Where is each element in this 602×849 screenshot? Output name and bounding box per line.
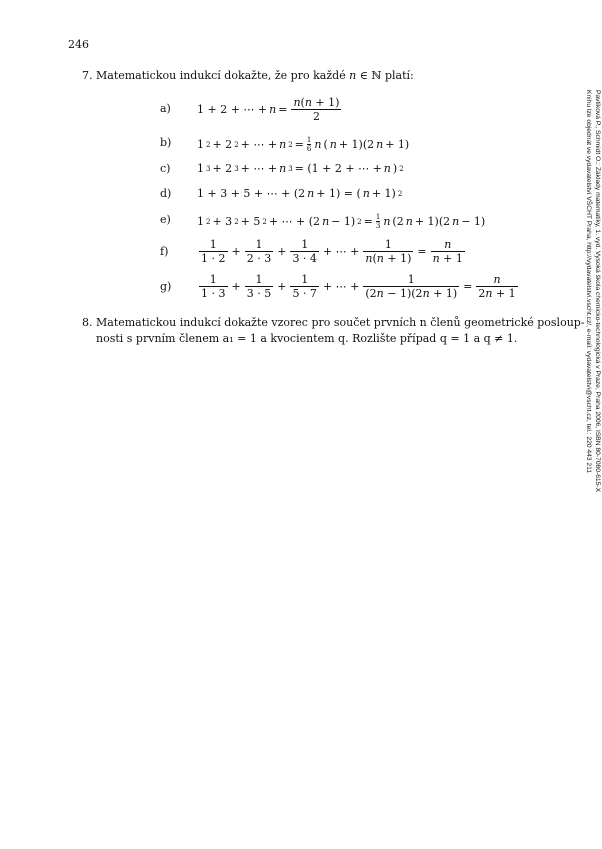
- side-note-line-2: Knihu lze objednat ve vydavatelství VŠCHT Praha, http://vydavatelstvi.vscht.cz/, e-mail: vydavatelstvi@vscht.cz, tel.: 220 443 211: [585, 90, 592, 474]
- equation-body: $\frac{1}{1 \cdot 2}$ + $\frac{1}{2 \cdot 3}$ + $\frac{1}{3 \cdot 4}$ + ⋯ + $\frac{1}{n(n + 1)}$ = $\frac{n}{n + 1}$: [201, 238, 463, 265]
- equation-label: g): [160, 280, 172, 293]
- problem-8-line-2: nosti s prvním členem a₁ = 1 a kvocientem q. Rozlište případ q = 1 a q ≠ 1.: [96, 332, 518, 345]
- problem-8-line-1: Matematickou indukcí dokažte vzorec pro součet prvních n členů geometrické posloup-: [96, 316, 585, 329]
- problem-7-text: Matematickou indukcí dokažte, že pro každé n ∈ ℕ platí:: [96, 69, 414, 82]
- equation-body: 1 2 + 2 2 + ⋯ + n 2 = $\frac{1}{6}$ n ( n + 1)(2 n + 1): [197, 136, 410, 153]
- equation-label: f): [160, 245, 169, 258]
- problem-7-number: 7.: [82, 69, 93, 82]
- page-number: 246: [68, 38, 89, 51]
- problem-8-number: 8.: [82, 316, 93, 329]
- equation-label: d): [160, 187, 172, 200]
- equation-body: 1 3 + 2 3 + ⋯ + n 3 = (1 + 2 + ⋯ + n ) 2: [197, 162, 404, 175]
- equation-label: e): [160, 213, 171, 226]
- equation-body: 1 2 + 3 2 + 5 2 + ⋯ + (2 n − 1) 2 = $\frac{1}{3}$ n (2 n + 1)(2 n − 1): [197, 213, 486, 230]
- equation-label: a): [160, 102, 171, 115]
- equation-body: $\frac{1}{1 \cdot 3}$ + $\frac{1}{3 \cdot 5}$ + $\frac{1}{5 \cdot 7}$ + ⋯ + $\frac{1}{(2n - 1)(2n + 1)}$ = $\frac{n}{2n + 1}$: [201, 273, 516, 300]
- equation-label: c): [160, 162, 171, 175]
- equation-label: b): [160, 136, 172, 149]
- side-note: [568, 90, 602, 492]
- side-note-line-1: Pavlíková P., Schmidt O.: Základy matematiky, 1. vyd. Vysoká škola chemicko-technologická v Praze, Praha 2006, ISBN 80-7080-615-X: [594, 90, 601, 493]
- problem-8-text: [96, 315, 585, 347]
- equation-body: 1 + 2 + ⋯ + n = $\frac{n(n + 1)}{2}$: [197, 96, 340, 123]
- equation-body: 1 + 3 + 5 + ⋯ + (2 n + 1) = ( n + 1) 2: [197, 187, 403, 200]
